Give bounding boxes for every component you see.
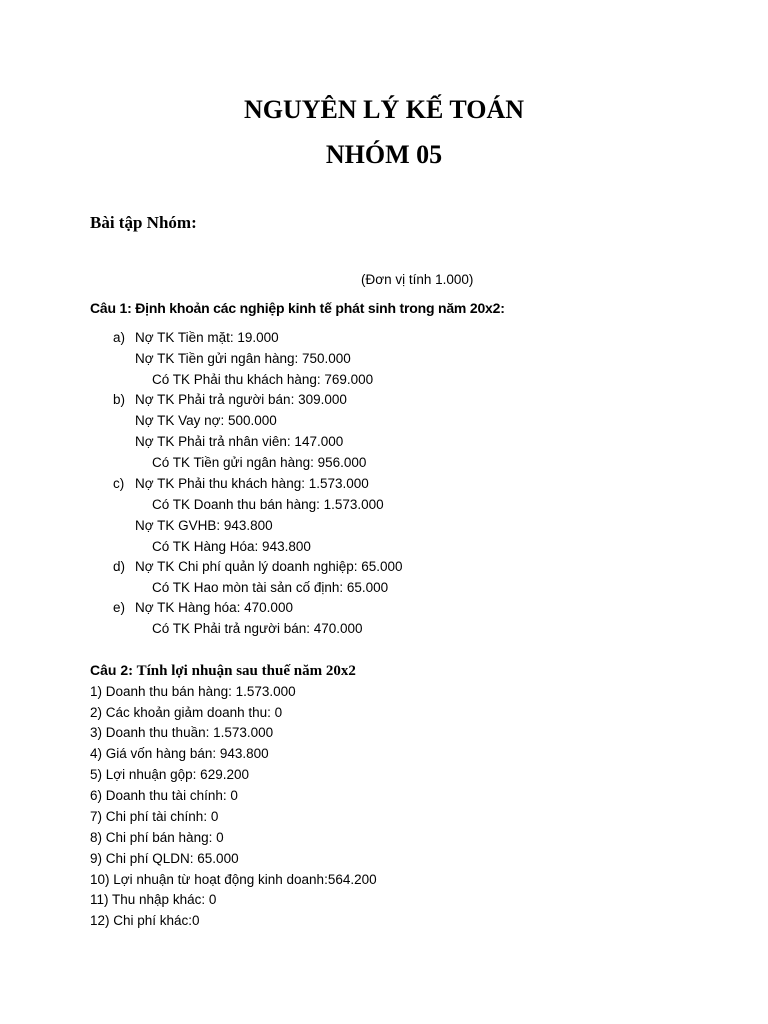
list-item: 5) Lợi nhuận gộp: 629.200 (90, 767, 249, 782)
question1-heading: Câu 1: Định khoản các nghiệp kinh tế phát sinh trong năm 20x2: (90, 300, 505, 316)
entry-marker: d) (113, 559, 126, 574)
question2-heading (90, 661, 356, 680)
entry-line: Nợ TK Phải thu khách hàng: 1.573.000 (135, 476, 369, 491)
entry-line: Có TK Phải thu khách hàng: 769.000 (152, 372, 374, 387)
entry-marker: e) (113, 600, 126, 615)
entry-line: Nợ TK Vay nợ: 500.000 (135, 413, 277, 428)
list-item: 3) Doanh thu thuần: 1.573.000 (90, 725, 274, 740)
list-item: 11) Thu nhập khác: 0 (90, 892, 217, 907)
entry-line: Có TK Hàng Hóa: 943.800 (152, 539, 311, 554)
entry-line: Nợ TK Phải trả người bán: 309.000 (135, 392, 347, 407)
entry-line: Nợ TK GVHB: 943.800 (135, 518, 273, 533)
list-item: 7) Chi phí tài chính: 0 (90, 809, 219, 824)
list-item: 9) Chi phí QLDN: 65.000 (90, 851, 239, 866)
list-item: 6) Doanh thu tài chính: 0 (90, 788, 238, 803)
question2-heading-text: : Tính lợi nhuận sau thuế năm 20x2 (128, 663, 356, 679)
entry-line: Nợ TK Tiền mặt: 19.000 (135, 330, 279, 345)
list-item: 1) Doanh thu bán hàng: 1.573.000 (90, 684, 296, 699)
entry-line: Có TK Hao mòn tài sản cố định: 65.000 (152, 580, 389, 595)
entry-line: Nợ TK Chi phí quản lý doanh nghiệp: 65.000 (135, 559, 403, 574)
entry-line: Có TK Tiền gửi ngân hàng: 956.000 (152, 455, 367, 470)
entry-marker: a) (113, 330, 126, 345)
document-title: NGUYÊN LÝ KẾ TOÁN (243, 95, 525, 124)
list-item: 10) Lợi nhuận từ hoạt động kinh doanh:564.200 (90, 872, 377, 887)
entry-line: Nợ TK Hàng hóa: 470.000 (135, 600, 293, 615)
list-item: 8) Chi phí bán hàng: 0 (90, 830, 224, 845)
list-item: 12) Chi phí khác:0 (90, 913, 200, 928)
entry-marker: c) (113, 476, 125, 491)
group-title: NHÓM 05 (325, 140, 443, 169)
entry-line: Có TK Phải trả người bán: 470.000 (152, 621, 363, 636)
entry-line: Nợ TK Tiền gửi ngân hàng: 750.000 (135, 351, 351, 366)
entry-marker: b) (113, 392, 126, 407)
entry-line: Có TK Doanh thu bán hàng: 1.573.000 (152, 497, 384, 512)
entry-line: Nợ TK Phải trả nhân viên: 147.000 (135, 434, 344, 449)
section-heading: Bài tập Nhóm: (90, 213, 197, 232)
list-item: 4) Giá vốn hàng bán: 943.800 (90, 746, 269, 761)
list-item: 2) Các khoản giảm doanh thu: 0 (90, 705, 283, 720)
question2-heading-prefix: Câu 2 (90, 662, 129, 678)
unit-note: (Đơn vị tính 1.000) (361, 272, 474, 287)
